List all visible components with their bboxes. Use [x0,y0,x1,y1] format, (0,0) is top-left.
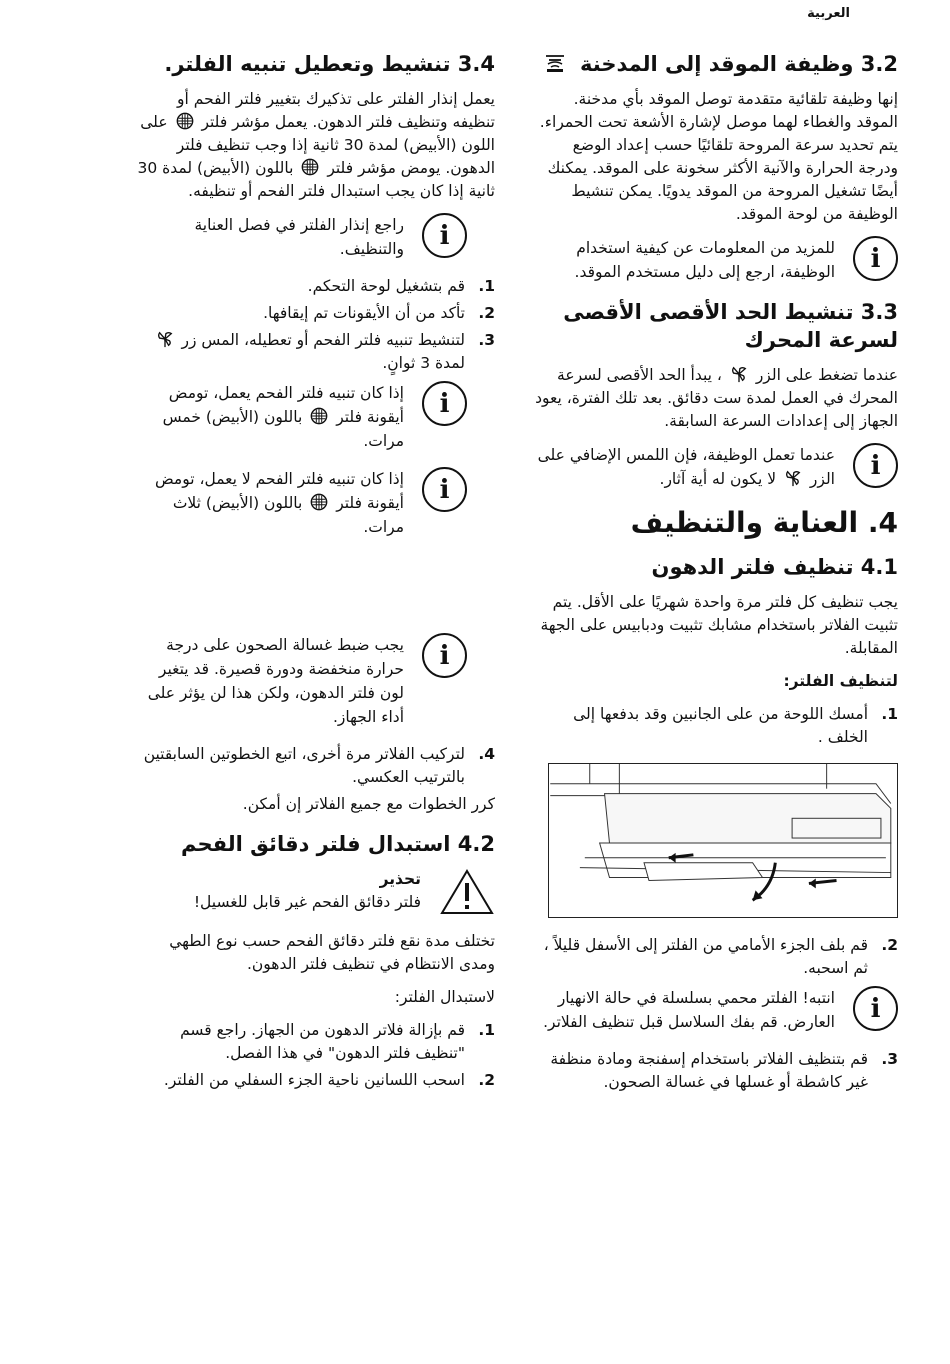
repeat-text: كرر الخطوات مع جميع الفلاتر إن أمكن. [242,795,495,813]
list-item: 3. قم بتنظيف الفلاتر باستخدام إسفنجة ومادة منظفة غير كاشطة أو غسلها في غسالة الصحون. [550,1050,898,1091]
info-note: i عندما تعمل الوظيفة، فإن اللمس الإضافي على الزر لا يكون له أية آثار. [534,443,898,491]
warning-title: تحذير [379,870,421,888]
filter-grid-icon [176,112,194,130]
section-4-1-subhead: لتنظيف الفلتر: [783,672,898,690]
steps-list [133,1019,495,1092]
section-3-2-body: إنها وظيفة تلقائية متقدمة توصل الموقد بأي مدخنة. الموقد والغطاء لهما موصل لإشارة الأشعة تحت الحمراء. يتم تحديد سرعة المروحة تلقائيًا حسب إعداد الوضع ودرجة الحرارة والآنية الأكثر سخونة على الموقد. يمكنك أيضًا تشغيل المروحة من الموقد يدويًا. يمكن تنشيط الوظيفة من لوحة الموقد. [539,90,898,223]
hood-filter-illustration [548,763,898,918]
list-item: 3. لتنشيط تنبيه فلتر الفحم أو تعطيله، المس زر لمدة 3 ثوانٍ. [133,329,495,375]
list-item: 1. قم بتشغيل لوحة التحكم. [307,277,495,295]
info-note: i يجب ضبط غسالة الصحون على درجة حرارة منخفضة ودورة قصيرة. قد يتغير لون فلتر الدهون، ولكن هذا لن يؤثر على أداء الجهاز. [133,633,467,729]
section-3-3-title: 3.3 تنشيط الحد الأقصى الأقصى لسرعة المحرك [563,300,898,352]
steps-list [534,934,898,980]
warning-box [161,868,495,916]
info-note: i راجع إنذار الفلتر في فصل العناية والتنظيف. [133,213,467,261]
info-icon: i [422,467,467,512]
right-column [534,50,898,1098]
info-note: i للمزيد من المعلومات عن كيفية استخدام الوظيفة، ارجع إلى دليل مستخدم الموقد. [534,236,898,284]
list-item: 1. قم بإزالة فلاتر الدهون من الجهاز. راجع قسم "تنظيف فلتر الدهون" في هذا الفصل. [180,1021,495,1062]
info-icon: i [422,633,467,678]
fan-boost-icon [784,469,802,487]
section-3-4-title: 3.4 تنشيط وتعطيل تنبيه الفلتر. [164,52,495,76]
section-4-2-subhead: لاستبدال الفلتر: [394,988,495,1006]
section-3-3-body: عندما تضغط على الزر ، يبدأ الحد الأقصى لسرعة المحرك في العمل لمدة ست دقائق. بعد تلك الفترة، يعود الجهاز إلى إعدادات السرعة السابقة. [535,366,898,430]
section-4-1-body: يجب تنظيف كل فلتر مرة واحدة شهريًا على الأقل. يتم تثبيت الفلاتر باستخدام مشابك تثبيت ودبابيس على الجهة المقابلة. [540,593,898,657]
list-item: 2. قم بلف الجزء الأمامي من الفلتر إلى الأسفل قليلاً ، ثم اسحبه. [543,936,898,977]
list-item: 1. أمسك اللوحة من على الجانبين وقد بدفعها إلى الخلف . [573,705,898,746]
warning-triangle-icon [439,868,495,916]
section-3-2-title: 3.2 وظيفة الموقد إلى المدخنة [534,50,898,78]
section-3-4-body: يعمل إنذار الفلتر على تذكيرك بتغيير فلتر الفحم أو تنظيفه وتنظيف فلتر الدهون. يعمل مؤشر فلتر على اللون (الأبيض) لمدة 30 ثانية إذا وجب تنظيف فلتر الدهون. يومض مؤشر فلتر باللون (الأبيض) لمدة 30 ثانية إذا كان يجب استبدال فلتر الفحم أو تنظيفه. [137,90,495,200]
info-icon: i [853,236,898,281]
steps-list [133,743,495,789]
steps-list [534,703,898,749]
steps-list [534,1048,898,1094]
warning-body: فلتر دقائق الفحم غير قابل للغسيل! [193,893,421,911]
list-item: 2. تأكد من أن الأيقونات تم إيقافها. [263,304,495,322]
info-note: i انتبه! الفلتر محمي بسلسلة في حالة الانهيار العارض. قم بفك السلاسل قبل تنظيف الفلاتر. [534,986,898,1034]
filter-grid-icon [301,158,319,176]
info-icon: i [422,213,467,258]
info-icon: i [853,986,898,1031]
steps-list [133,275,495,375]
left-column [133,50,495,1096]
info-icon: i [853,443,898,488]
fan-boost-icon [156,330,174,348]
language-header: العربية [807,6,850,21]
section-4-1-title: 4.1 تنظيف فلتر الدهون [651,555,898,579]
section-4-2-body: تختلف مدة نقع فلتر دقائق الفحم حسب نوع الطهي ومدى الانتظام في تنظيف فلتر الدهون. [169,932,495,973]
info-note: i إذا كان تنبيه فلتر الفحم يعمل، تومض أيقونة فلتر باللون (الأبيض) خمس مرات. [133,381,467,453]
fan-boost-icon [730,365,748,383]
info-icon: i [422,381,467,426]
filter-grid-icon [310,493,328,511]
hob-to-hood-icon [543,53,567,73]
list-item: 4. لتركيب الفلاتر مرة أخرى، اتبع الخطوتين السابقتين بالترتيب العكسي. [143,745,495,786]
chapter-4-title: 4. العناية والتنظيف [630,506,898,539]
filter-grid-icon [310,407,328,425]
info-note: i إذا كان تنبيه فلتر الفحم لا يعمل، تومض أيقونة فلتر باللون (الأبيض) ثلاث مرات. [133,467,467,539]
section-4-2-title: 4.2 استبدال فلتر دقائق الفحم [181,832,495,856]
spacer [133,553,495,627]
list-item: 2. اسحب اللسانين ناحية الجزء السفلي من الفلتر. [163,1071,495,1089]
